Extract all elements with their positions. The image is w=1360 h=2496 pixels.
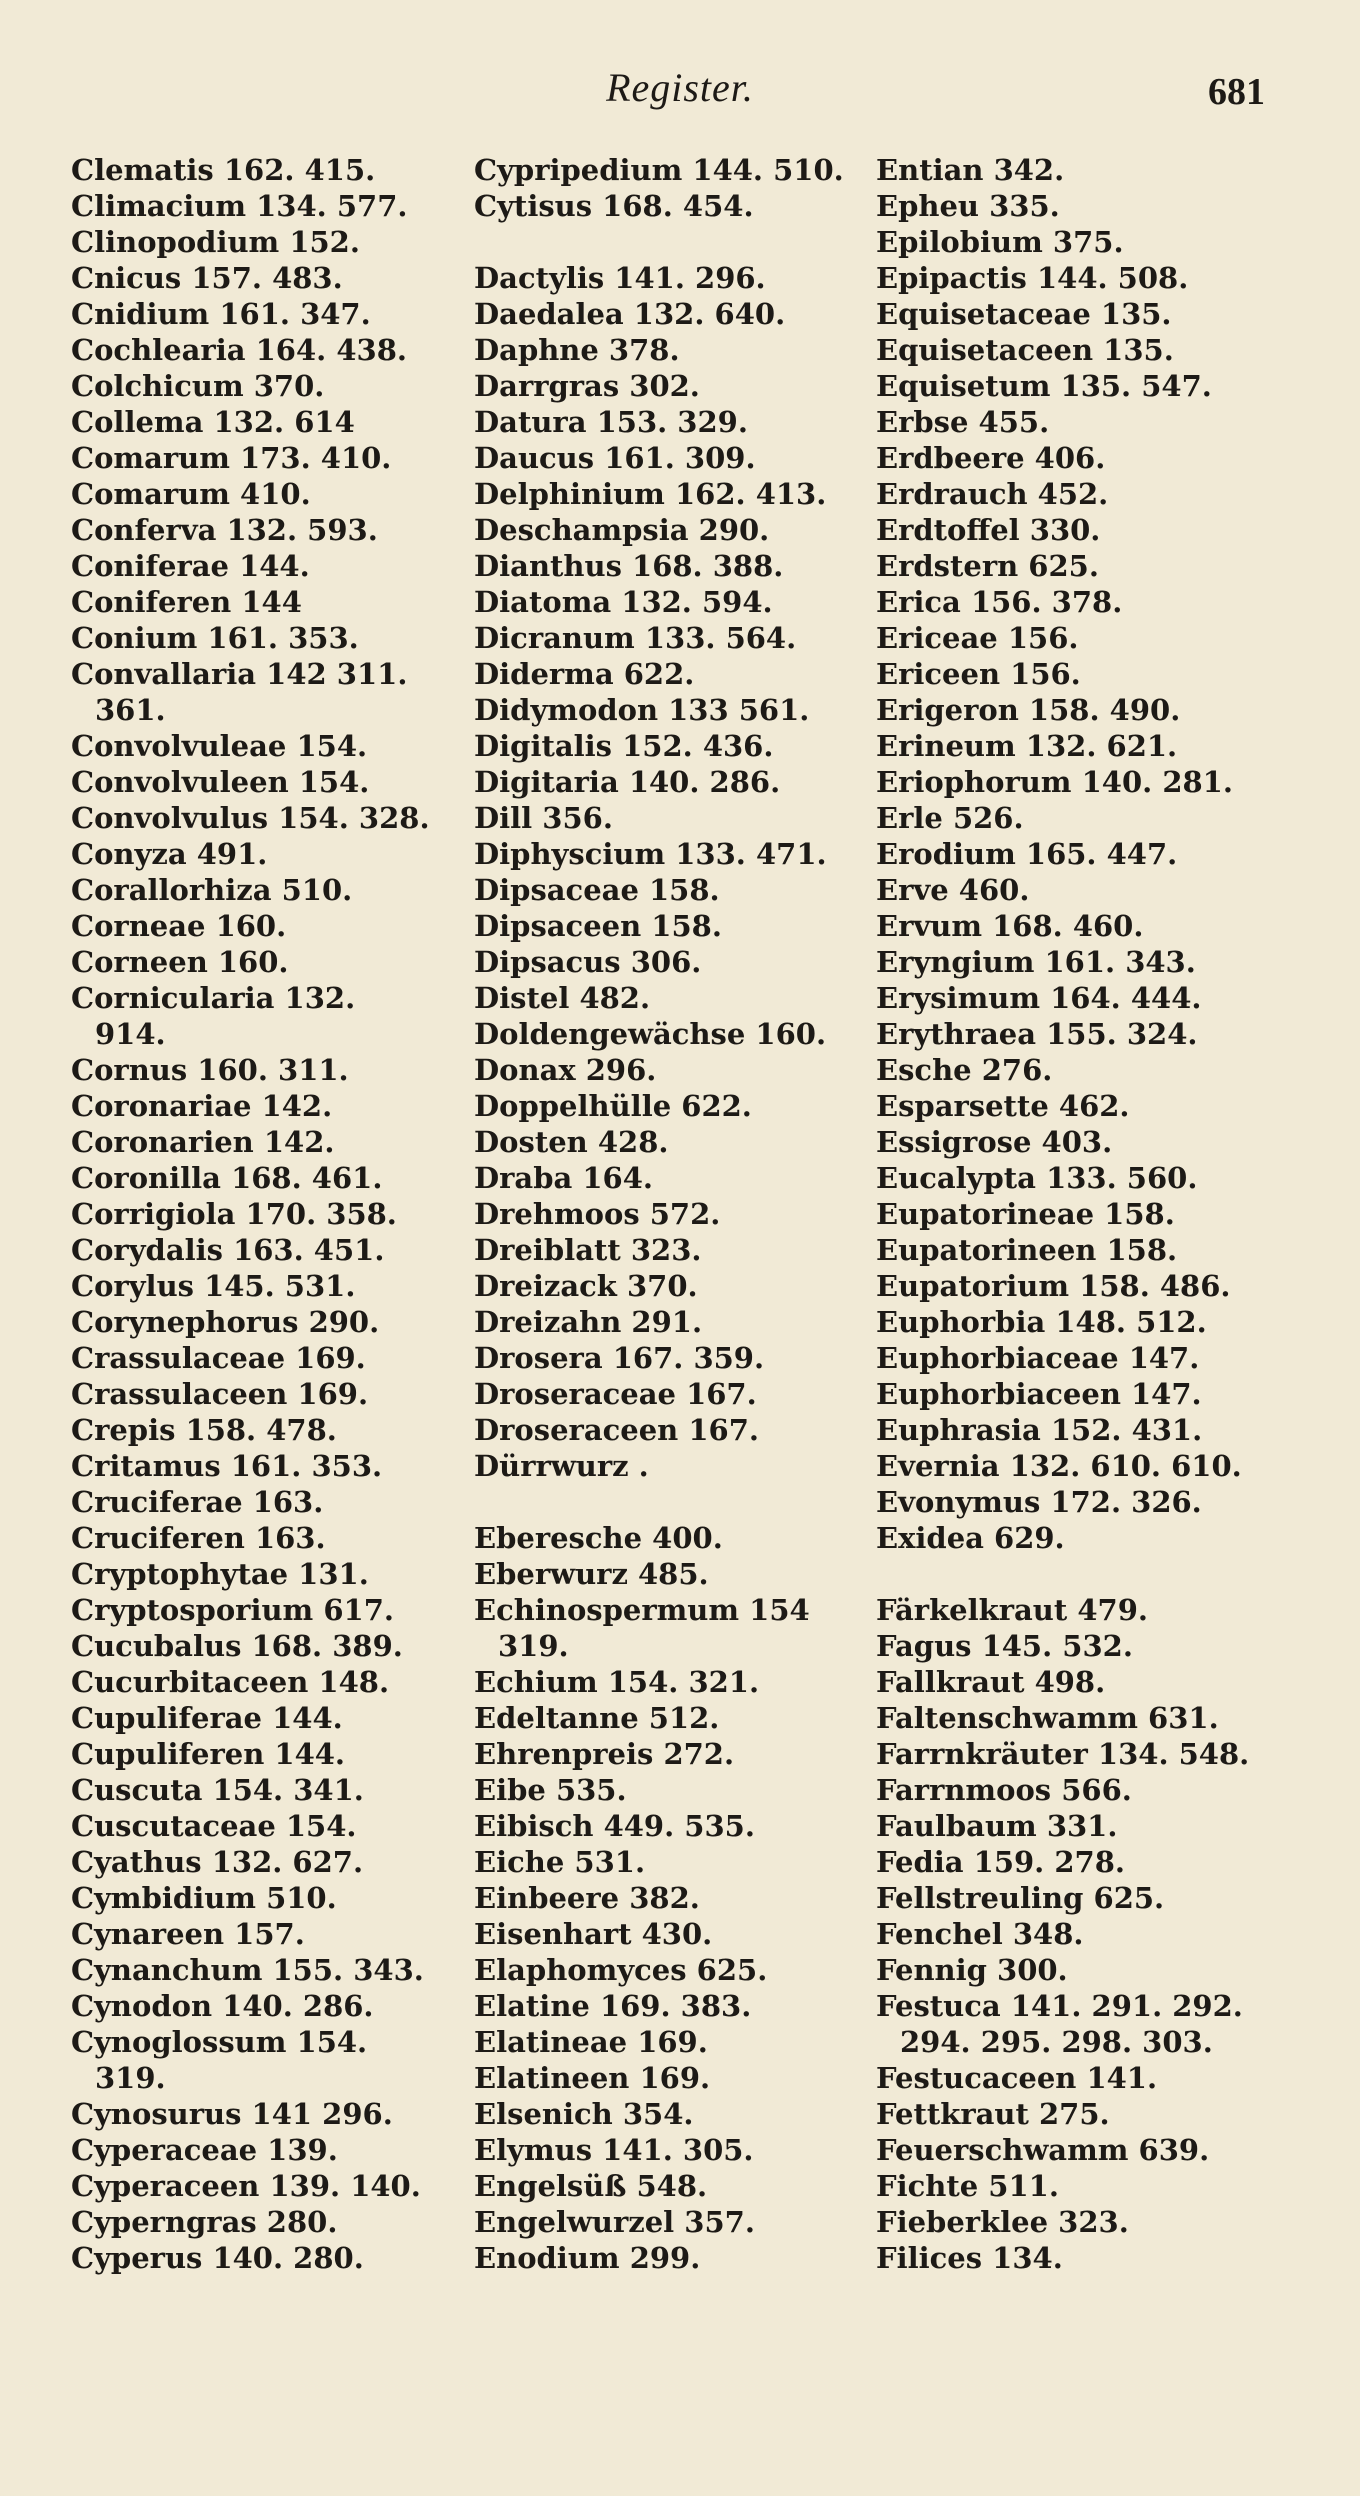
index-entry bbox=[474, 1484, 874, 1520]
index-entry: Eucalypta 133. 560. bbox=[876, 1161, 1198, 1195]
index-entry: Ehrenpreis 272. bbox=[474, 1737, 735, 1771]
index-entry: Distel 482. bbox=[474, 981, 651, 1015]
index-column-2 bbox=[474, 152, 874, 2276]
index-entry: Clinopodium 152. bbox=[71, 225, 360, 259]
index-entry: Esche 276. bbox=[876, 1053, 1053, 1087]
index-entry: Engelsüß 548. bbox=[474, 2169, 708, 2203]
index-entry: Cruciferen 163. bbox=[71, 1521, 326, 1555]
index-column-3 bbox=[876, 152, 1306, 2276]
index-entry: Cynanchum 155. 343. bbox=[71, 1953, 424, 1987]
index-entry: Diphyscium 133. 471. bbox=[474, 837, 827, 871]
index-entry: Cypripedium 144. 510. bbox=[474, 153, 844, 187]
index-entry: Corallorhiza 510. bbox=[71, 873, 353, 907]
index-entry: Filices 134. bbox=[876, 2241, 1063, 2275]
index-entry: Dipsaceen 158. bbox=[474, 909, 722, 943]
index-entry: Cynoglossum 154. bbox=[71, 2025, 368, 2059]
index-entry: Diatoma 132. 594. bbox=[474, 585, 773, 619]
index-entry: Eberwurz 485. bbox=[474, 1557, 709, 1591]
index-entry: Draba 164. bbox=[474, 1161, 654, 1195]
index-entry: Fallkraut 498. bbox=[876, 1665, 1106, 1699]
index-entry: Ervum 168. 460. bbox=[876, 909, 1144, 943]
index-entry: Eupatorium 158. 486. bbox=[876, 1269, 1231, 1303]
index-entry: Elsenich 354. bbox=[474, 2097, 694, 2131]
index-entry: Fenchel 348. bbox=[876, 1917, 1084, 1951]
index-entry: Dipsacus 306. bbox=[474, 945, 702, 979]
index-entry: Eibisch 449. 535. bbox=[474, 1809, 755, 1843]
index-entry: Eberesche 400. bbox=[474, 1521, 723, 1555]
index-entry: Daedalea 132. 640. bbox=[474, 297, 786, 331]
index-entry: Cymbidium 510. bbox=[71, 1881, 337, 1915]
index-entry: Epheu 335. bbox=[876, 189, 1060, 223]
index-entry: Färkelkraut 479. bbox=[876, 1593, 1149, 1627]
index-entry: Dactylis 141. 296. bbox=[474, 261, 766, 295]
index-entry: Drehmoos 572. bbox=[474, 1197, 721, 1231]
index-column-1 bbox=[71, 152, 471, 2276]
index-entry: Elatineen 169. bbox=[474, 2061, 711, 2095]
index-entry: Erdbeere 406. bbox=[876, 441, 1106, 475]
index-entry: Droseraceen 167. bbox=[474, 1413, 759, 1447]
index-entry: Dreiblatt 323. bbox=[474, 1233, 702, 1267]
index-entry: Fagus 145. 532. bbox=[876, 1629, 1133, 1663]
index-entry: Cyperaceen 139. 140. bbox=[71, 2169, 421, 2203]
index-entry: Erbse 455. bbox=[876, 405, 1050, 439]
index-entry: Festuca 141. 291. 292. bbox=[876, 1989, 1243, 2023]
index-entry: Epipactis 144. 508. bbox=[876, 261, 1189, 295]
index-entry: Daucus 161. 309. bbox=[474, 441, 756, 475]
index-entry: 914. bbox=[95, 1017, 166, 1051]
index-entry: Equisetaceae 135. bbox=[876, 297, 1172, 331]
index-entry: Dreizahn 291. bbox=[474, 1305, 703, 1339]
index-entry: Dicranum 133. 564. bbox=[474, 621, 797, 655]
index-entry: Critamus 161. 353. bbox=[71, 1449, 383, 1483]
index-entry: Cupuliferen 144. bbox=[71, 1737, 346, 1771]
index-entry: Cornus 160. 311. bbox=[71, 1053, 349, 1087]
index-entry: Ericeen 156. bbox=[876, 657, 1081, 691]
index-entry: Convolvulus 154. 328. bbox=[71, 801, 430, 835]
index-entry: Convallaria 142 311. bbox=[71, 657, 408, 691]
index-entry: Evernia 132. 610. 610. bbox=[876, 1449, 1242, 1483]
index-entry: Crepis 158. 478. bbox=[71, 1413, 337, 1447]
index-entry: Coniferae 144. bbox=[71, 549, 310, 583]
index-entry: Comarum 410. bbox=[71, 477, 311, 511]
index-entry: Daphne 378. bbox=[474, 333, 680, 367]
index-entry: Elymus 141. 305. bbox=[474, 2133, 754, 2167]
index-entry: Cucubalus 168. 389. bbox=[71, 1629, 403, 1663]
index-entry: Equisetum 135. 547. bbox=[876, 369, 1212, 403]
index-entry: Eibe 535. bbox=[474, 1773, 627, 1807]
index-entry: Corydalis 163. 451. bbox=[71, 1233, 385, 1267]
index-entry: Erve 460. bbox=[876, 873, 1030, 907]
index-entry: Eriophorum 140. 281. bbox=[876, 765, 1233, 799]
index-entry: Dosten 428. bbox=[474, 1125, 669, 1159]
index-entry: Faltenschwamm 631. bbox=[876, 1701, 1219, 1735]
index-entry: Cyperus 140. 280. bbox=[71, 2241, 364, 2275]
index-entry: Cytisus 168. 454. bbox=[474, 189, 754, 223]
index-entry: Enodium 299. bbox=[474, 2241, 701, 2275]
index-entry: Digitaria 140. 286. bbox=[474, 765, 781, 799]
index-entry: Echinospermum 154 bbox=[474, 1593, 810, 1627]
index-entry: Farrnmoos 566. bbox=[876, 1773, 1132, 1807]
index-entry: Erodium 165. 447. bbox=[876, 837, 1178, 871]
index-entry: Fennig 300. bbox=[876, 1953, 1068, 1987]
index-entry: Delphinium 162. 413. bbox=[474, 477, 827, 511]
index-entry: Erica 156. 378. bbox=[876, 585, 1123, 619]
index-entry: Einbeere 382. bbox=[474, 1881, 700, 1915]
index-entry: Engelwurzel 357. bbox=[474, 2205, 755, 2239]
index-entry: Cyathus 132. 627. bbox=[71, 1845, 364, 1879]
index-entry: Convolvuleen 154. bbox=[71, 765, 370, 799]
index-entry: Entian 342. bbox=[876, 153, 1065, 187]
index-entry: Cynodon 140. 286. bbox=[71, 1989, 374, 2023]
index-entry: Fichte 511. bbox=[876, 2169, 1059, 2203]
index-entry: Eisenhart 430. bbox=[474, 1917, 713, 1951]
index-entry: Droseraceae 167. bbox=[474, 1377, 757, 1411]
index-entry: Coronilla 168. 461. bbox=[71, 1161, 383, 1195]
index-entry: Eupatorineae 158. bbox=[876, 1197, 1175, 1231]
index-entry: Cyperngras 280. bbox=[71, 2205, 338, 2239]
index-entry: 319. bbox=[498, 1629, 569, 1663]
index-entry: Cynareen 157. bbox=[71, 1917, 305, 1951]
index-entry: Erdstern 625. bbox=[876, 549, 1099, 583]
index-entry: Edeltanne 512. bbox=[474, 1701, 720, 1735]
index-entry: Euphorbiaceen 147. bbox=[876, 1377, 1202, 1411]
index-entry: Epilobium 375. bbox=[876, 225, 1124, 259]
index-entry: Cuscutaceae 154. bbox=[71, 1809, 357, 1843]
index-entry: Exidea 629. bbox=[876, 1521, 1065, 1555]
index-entry: Erysimum 164. 444. bbox=[876, 981, 1202, 1015]
index-entry: Cornicularia 132. bbox=[71, 981, 356, 1015]
index-entry: Essigrose 403. bbox=[876, 1125, 1113, 1159]
index-entry: Echium 154. 321. bbox=[474, 1665, 760, 1699]
index-entry: Cupuliferae 144. bbox=[71, 1701, 343, 1735]
index-entry: Convolvuleae 154. bbox=[71, 729, 368, 763]
index-entry: Cryptosporium 617. bbox=[71, 1593, 394, 1627]
index-entry: Feuerschwamm 639. bbox=[876, 2133, 1210, 2167]
index-entry: Cuscuta 154. 341. bbox=[71, 1773, 364, 1807]
index-entry: Fellstreuling 625. bbox=[876, 1881, 1165, 1915]
index-entry: Cryptophytae 131. bbox=[71, 1557, 369, 1591]
index-entry: Euphrasia 152. 431. bbox=[876, 1413, 1203, 1447]
index-entry: Elatineae 169. bbox=[474, 2025, 708, 2059]
index-entry: Cyperaceae 139. bbox=[71, 2133, 338, 2167]
index-entry: 319. bbox=[95, 2061, 166, 2095]
index-entry: Dianthus 168. 388. bbox=[474, 549, 784, 583]
index-entry: Didymodon 133 561. bbox=[474, 693, 810, 727]
index-entry: Evonymus 172. 326. bbox=[876, 1485, 1202, 1519]
index-entry: Cochlearia 164. 438. bbox=[71, 333, 407, 367]
index-entry: Dreizack 370. bbox=[474, 1269, 698, 1303]
index-entry: Erle 526. bbox=[876, 801, 1024, 835]
index-entry: Esparsette 462. bbox=[876, 1089, 1130, 1123]
index-entry: Ericeae 156. bbox=[876, 621, 1079, 655]
index-entry: Erythraea 155. 324. bbox=[876, 1017, 1198, 1051]
index-entry: Cnicus 157. 483. bbox=[71, 261, 343, 295]
index-entry: Conyza 491. bbox=[71, 837, 268, 871]
index-entry: Dill 356. bbox=[474, 801, 613, 835]
index-entry: Colchicum 370. bbox=[71, 369, 325, 403]
index-entry: Datura 153. 329. bbox=[474, 405, 748, 439]
index-entry: Eupatorineen 158. bbox=[876, 1233, 1178, 1267]
index-entry: Drosera 167. 359. bbox=[474, 1341, 765, 1375]
index-entry: Coronariae 142. bbox=[71, 1089, 333, 1123]
index-entry: Corynephorus 290. bbox=[71, 1305, 380, 1339]
index-entry: Euphorbiaceae 147. bbox=[876, 1341, 1200, 1375]
index-entry: Fedia 159. 278. bbox=[876, 1845, 1125, 1879]
index-entry: Cynosurus 141 296. bbox=[71, 2097, 393, 2131]
index-entry: Farrnkräuter 134. 548. bbox=[876, 1737, 1250, 1771]
index-entry: Erineum 132. 621. bbox=[876, 729, 1178, 763]
index-entry: Elatine 169. 383. bbox=[474, 1989, 752, 2023]
index-entry: Erdrauch 452. bbox=[876, 477, 1109, 511]
index-entry: Fieberklee 323. bbox=[876, 2205, 1129, 2239]
index-entry: Dürrwurz . bbox=[474, 1449, 649, 1483]
index-entry: Fettkraut 275. bbox=[876, 2097, 1110, 2131]
index-entry bbox=[474, 224, 874, 260]
index-entry: Corneae 160. bbox=[71, 909, 287, 943]
index-entry: Diderma 622. bbox=[474, 657, 695, 691]
page-number: 681 bbox=[1208, 71, 1265, 113]
index-entry: Erdtoffel 330. bbox=[876, 513, 1101, 547]
index-entry: Cruciferae 163. bbox=[71, 1485, 324, 1519]
index-entry bbox=[876, 1556, 1306, 1592]
index-entry: Doldengewächse 160. bbox=[474, 1017, 827, 1051]
index-entry: Corrigiola 170. 358. bbox=[71, 1197, 397, 1231]
index-entry: Dipsaceae 158. bbox=[474, 873, 720, 907]
index-entry: Euphorbia 148. 512. bbox=[876, 1305, 1207, 1339]
index-entry: Donax 296. bbox=[474, 1053, 657, 1087]
index-entry: Eryngium 161. 343. bbox=[876, 945, 1196, 979]
index-entry: Festucaceen 141. bbox=[876, 2061, 1158, 2095]
index-entry: Climacium 134. 577. bbox=[71, 189, 408, 223]
index-entry: 361. bbox=[95, 693, 166, 727]
index-entry: Comarum 173. 410. bbox=[71, 441, 392, 475]
index-entry: Faulbaum 331. bbox=[876, 1809, 1118, 1843]
index-entry: 294. 295. 298. 303. bbox=[900, 2025, 1213, 2059]
index-entry: Cnidium 161. 347. bbox=[71, 297, 371, 331]
index-entry: Eiche 531. bbox=[474, 1845, 646, 1879]
index-entry: Corylus 145. 531. bbox=[71, 1269, 356, 1303]
index-entry: Conferva 132. 593. bbox=[71, 513, 378, 547]
index-entry: Doppelhülle 622. bbox=[474, 1089, 752, 1123]
index-entry: Elaphomyces 625. bbox=[474, 1953, 768, 1987]
index-entry: Crassulaceae 169. bbox=[71, 1341, 366, 1375]
index-entry: Collema 132. 614 bbox=[71, 405, 355, 439]
index-entry: Erigeron 158. 490. bbox=[876, 693, 1181, 727]
index-entry: Coronarien 142. bbox=[71, 1125, 335, 1159]
index-entry: Deschampsia 290. bbox=[474, 513, 770, 547]
index-entry: Digitalis 152. 436. bbox=[474, 729, 774, 763]
index-entry: Coniferen 144 bbox=[71, 585, 302, 619]
index-entry: Corneen 160. bbox=[71, 945, 289, 979]
index-entry: Darrgras 302. bbox=[474, 369, 700, 403]
index-entry: Crassulaceen 169. bbox=[71, 1377, 369, 1411]
index-entry: Cucurbitaceen 148. bbox=[71, 1665, 390, 1699]
page-header-title: Register. bbox=[606, 65, 754, 110]
index-entry: Conium 161. 353. bbox=[71, 621, 359, 655]
index-entry: Clematis 162. 415. bbox=[71, 153, 376, 187]
index-entry: Equisetaceen 135. bbox=[876, 333, 1174, 367]
